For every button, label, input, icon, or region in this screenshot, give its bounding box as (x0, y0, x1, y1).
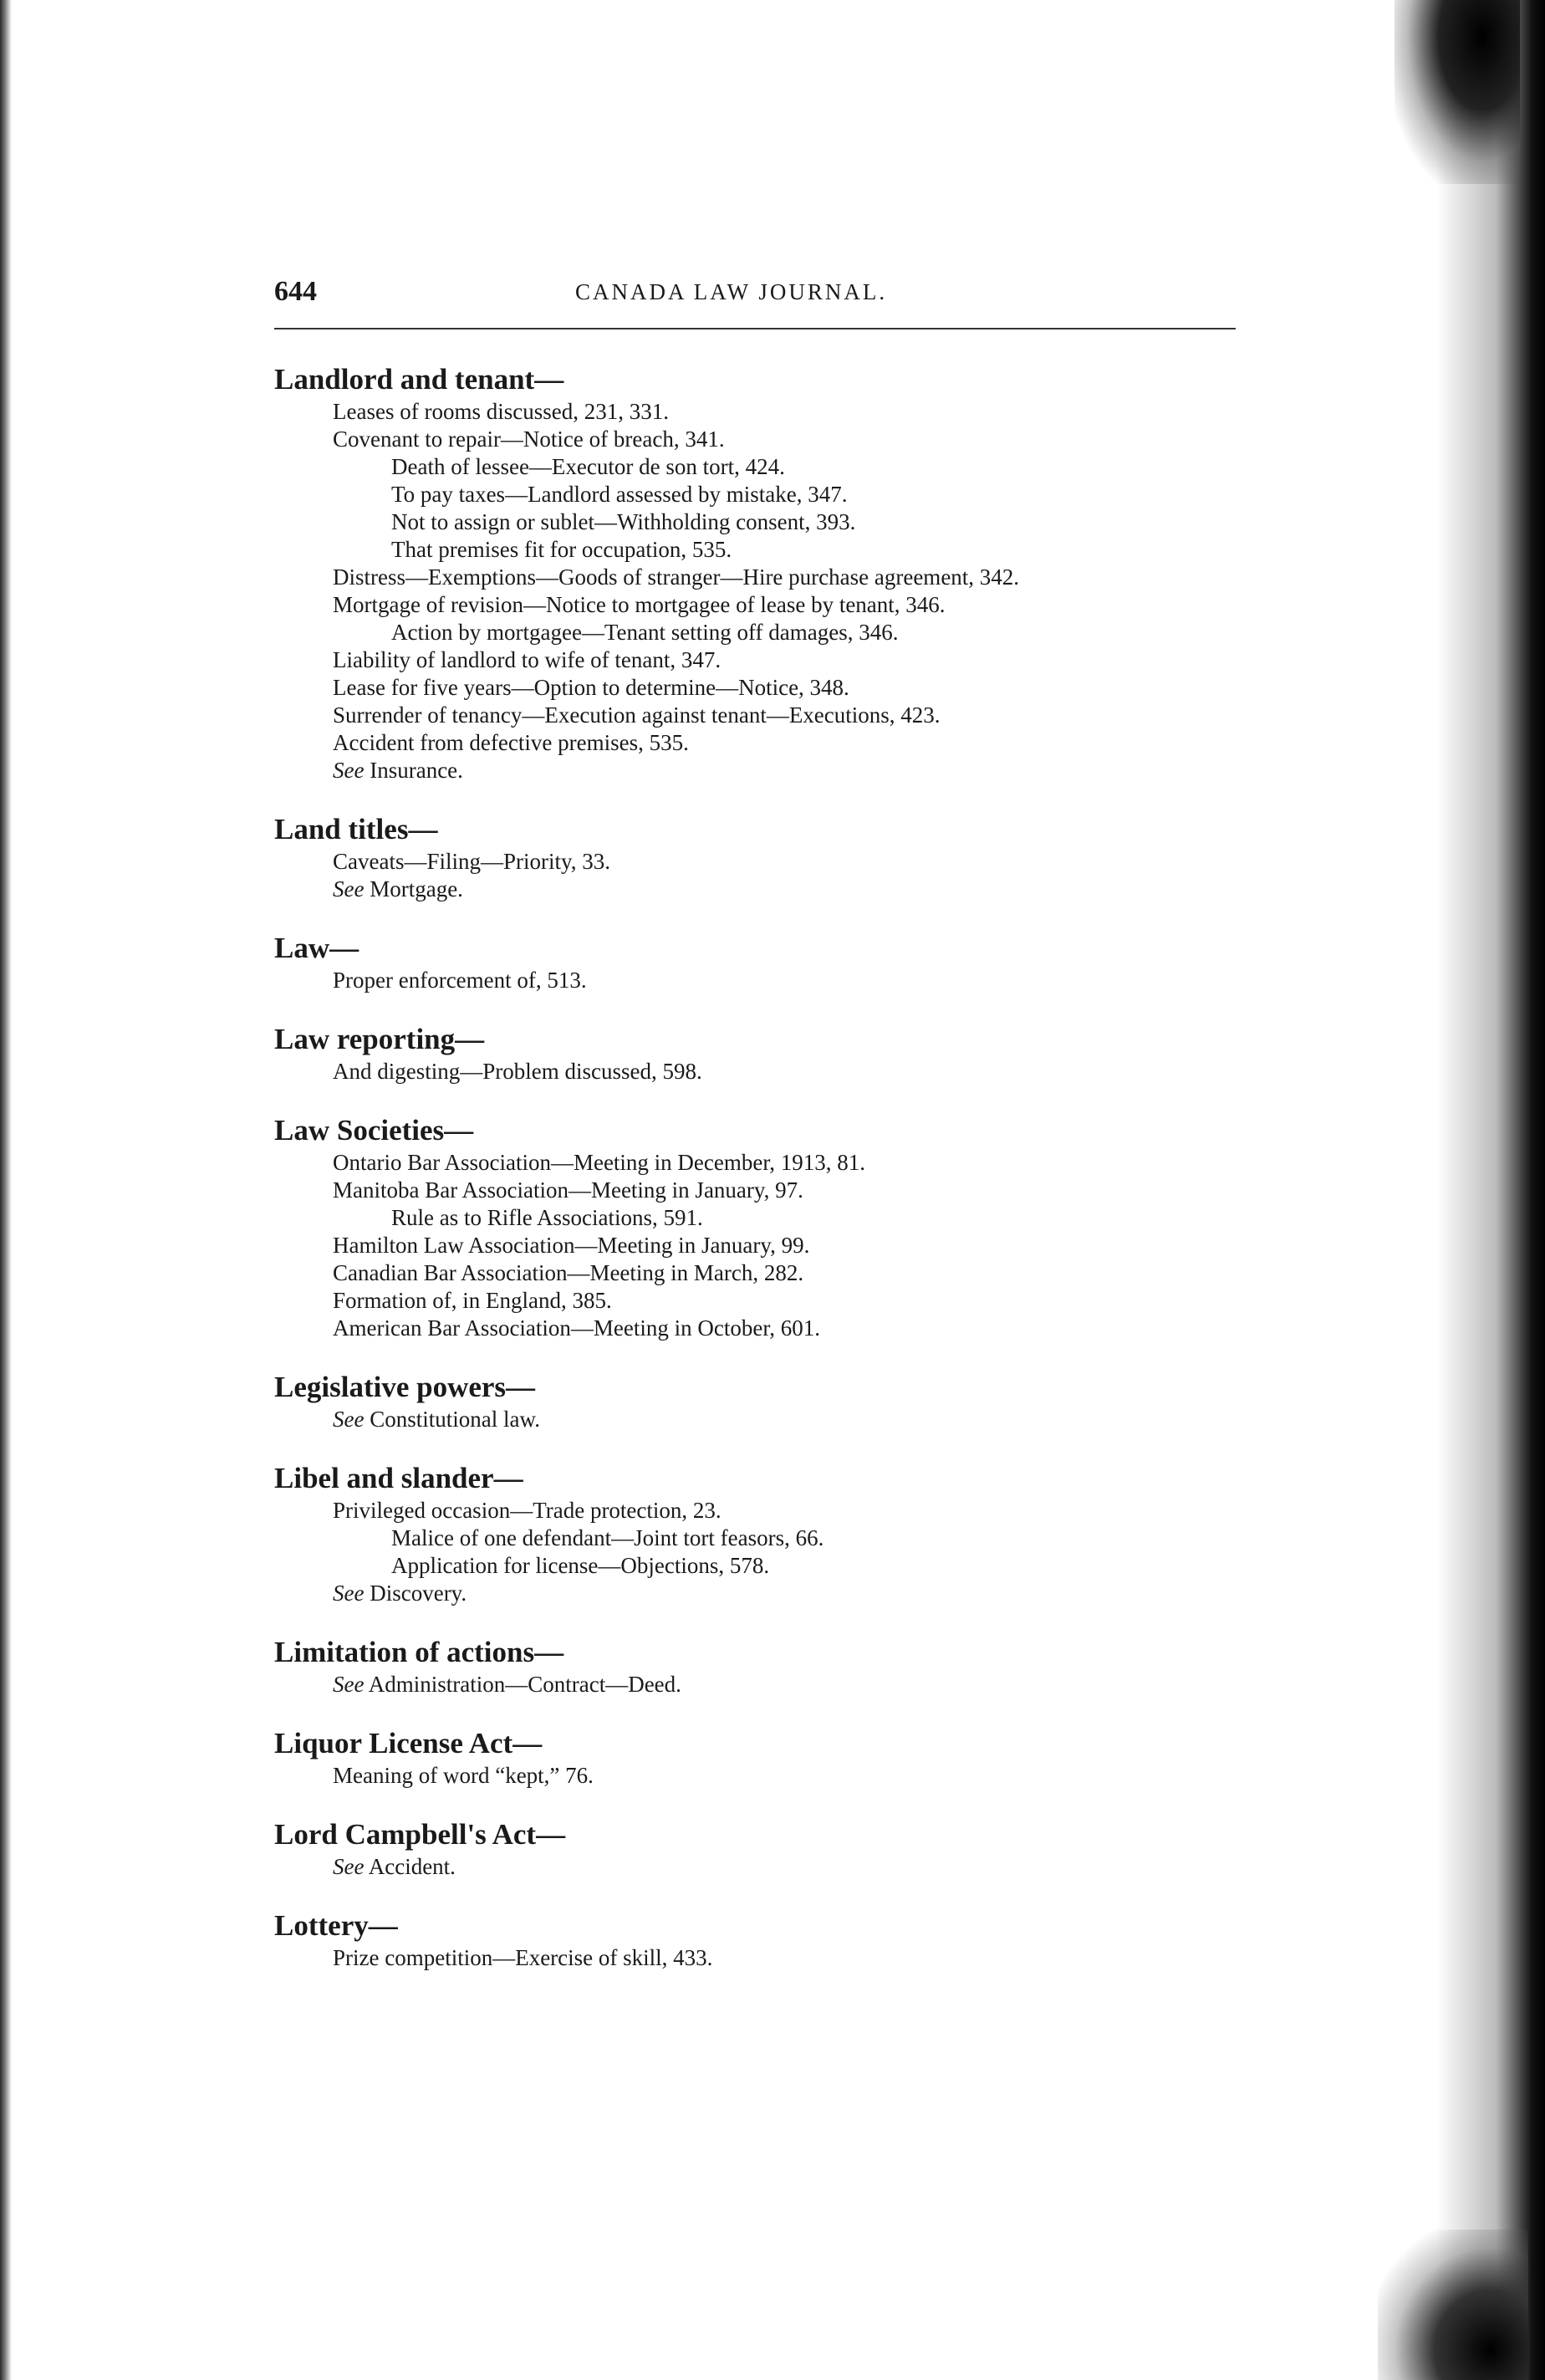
index-subentry: American Bar Association—Meeting in October, 601. (333, 1315, 821, 1341)
header-rule (274, 328, 1236, 329)
scan-blot-bottom (1378, 2229, 1528, 2380)
index-subentry: Leases of rooms discussed, 231, 331. (333, 399, 669, 424)
index-subentry: Death of lessee—Executor de son tort, 424. (391, 454, 785, 479)
see-reference: See (333, 1854, 365, 1879)
index-subentry: Mortgage of revision—Notice to mortgagee of lease by tenant, 346. (333, 592, 946, 617)
index-entry (274, 813, 1244, 903)
index-entry (274, 1371, 1244, 1433)
index-subentry: Covenant to repair—Notice of breach, 341. (333, 426, 725, 452)
index-subentry: Surrender of tenancy—Execution against tenant—Executions, 423. (333, 702, 941, 728)
index-heading: Limitation of actions— (274, 1636, 564, 1668)
index-entry (274, 363, 1244, 784)
index-subentry: Ontario Bar Association—Meeting in December, 1913, 81. (333, 1150, 866, 1175)
index-subentry: Proper enforcement of, 513. (333, 968, 587, 993)
see-target: Mortgage. (364, 876, 463, 901)
index-subentry: Distress—Exemptions—Goods of stranger—Hire purchase agreement, 342. (333, 564, 1020, 590)
page (274, 276, 1244, 2000)
index-entry (274, 1909, 1244, 1972)
index-heading: Libel and slander— (274, 1462, 523, 1494)
index-subentry: That premises fit for occupation, 535. (391, 537, 732, 562)
index-subentry: And digesting—Problem discussed, 598. (333, 1059, 702, 1084)
index-subentry (274, 876, 1244, 903)
scan-blot-top (1395, 0, 1520, 184)
index-subentry: Meaning of word “kept,” 76. (333, 1763, 594, 1788)
see-target: Discovery. (364, 1581, 467, 1606)
index-heading: Law Societies— (274, 1114, 474, 1147)
see-reference: See (333, 1581, 365, 1606)
index-subentry (274, 1406, 1244, 1433)
see-target: Insurance. (364, 758, 463, 783)
index-subentry (274, 1671, 1244, 1698)
index-subentry: Prize competition—Exercise of skill, 433. (333, 1945, 713, 1970)
page-header (274, 276, 1244, 309)
index-entry (274, 1818, 1244, 1881)
index-entries (274, 363, 1244, 1972)
index-subentry: Action by mortgagee—Tenant setting off damages, 346. (391, 620, 899, 645)
index-subentry (274, 757, 1244, 784)
index-subentry: Canadian Bar Association—Meeting in March, 282. (333, 1260, 804, 1285)
index-subentry (274, 1580, 1244, 1607)
index-heading: Land titles— (274, 813, 438, 845)
index-subentry: Manitoba Bar Association—Meeting in January, 97. (333, 1177, 803, 1203)
index-heading: Lottery— (274, 1909, 398, 1942)
index-heading: Landlord and tenant— (274, 363, 564, 396)
see-reference: See (333, 1672, 365, 1697)
index-heading: Law— (274, 932, 359, 964)
index-subentry: Hamilton Law Association—Meeting in January, 99. (333, 1233, 810, 1258)
index-entry (274, 1462, 1244, 1607)
index-heading: Law reporting— (274, 1023, 485, 1055)
journal-title: CANADA LAW JOURNAL. (575, 279, 888, 304)
index-subentry: Malice of one defendant—Joint tort feasors, 66. (391, 1525, 824, 1550)
see-target: Constitutional law. (364, 1407, 540, 1432)
index-subentry: Lease for five years—Option to determine—Notice, 348. (333, 675, 849, 700)
index-heading: Liquor License Act— (274, 1727, 543, 1759)
scan-edge-left (0, 0, 12, 2380)
index-entry (274, 932, 1244, 994)
see-reference: See (333, 876, 365, 901)
index-entry (274, 1636, 1244, 1698)
see-target: Administration—Contract—Deed. (364, 1672, 681, 1697)
index-subentry: To pay taxes—Landlord assessed by mistake, 347. (391, 482, 848, 507)
index-heading: Lord Campbell's Act— (274, 1818, 566, 1851)
index-entry (274, 1114, 1244, 1342)
index-subentry: Formation of, in England, 385. (333, 1288, 612, 1313)
index-subentry: Caveats—Filing—Priority, 33. (333, 849, 610, 874)
see-target: Accident. (364, 1854, 456, 1879)
scan-edge-right (1436, 0, 1545, 2380)
index-subentry: Not to assign or sublet—Withholding consent, 393. (391, 509, 856, 534)
index-heading: Legislative powers— (274, 1371, 536, 1403)
see-reference: See (333, 758, 365, 783)
index-entry (274, 1023, 1244, 1085)
index-subentry: Application for license—Objections, 578. (391, 1553, 770, 1578)
index-subentry (274, 1853, 1244, 1881)
index-subentry: Accident from defective premises, 535. (333, 730, 689, 755)
index-subentry: Rule as to Rifle Associations, 591. (391, 1205, 703, 1230)
page-number: 644 (274, 276, 317, 307)
index-subentry: Liability of landlord to wife of tenant, 347. (333, 647, 722, 672)
index-entry (274, 1727, 1244, 1790)
see-reference: See (333, 1407, 365, 1432)
index-subentry: Privileged occasion—Trade protection, 23. (333, 1498, 722, 1523)
